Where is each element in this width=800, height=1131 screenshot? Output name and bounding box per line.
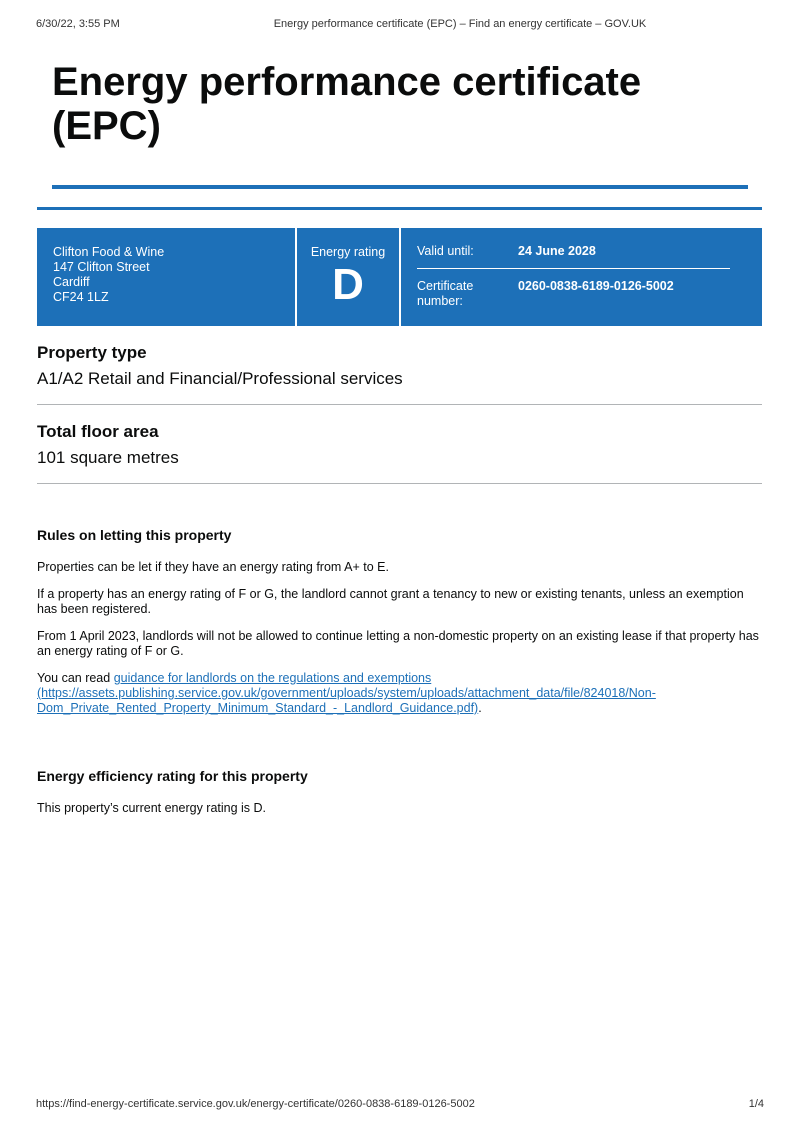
page-title: Energy performance certificate (EPC) (52, 60, 642, 148)
valid-until-row (417, 244, 730, 269)
address-line-city: Cardiff (53, 275, 90, 289)
certificate-number-label (417, 279, 518, 309)
floor-area-divider (37, 483, 762, 484)
property-type-value: A1/A2 Retail and Financial/Professional services (37, 369, 403, 388)
certificate-label-line1: Certificate (417, 279, 474, 293)
address-line-postcode: CF24 1LZ (53, 290, 109, 304)
certificate-number-value: 0260-0838-6189-0126-5002 (518, 279, 674, 293)
valid-until-value: 24 June 2028 (518, 244, 596, 258)
letting-rule-p1: Properties can be let if they have an energy rating from A+ to E. (37, 560, 389, 574)
certificate-number-row (417, 269, 730, 309)
address-line-street: 147 Clifton Street (53, 260, 150, 274)
guidance-prefix: You can read (37, 671, 114, 685)
print-datetime: 6/30/22, 3:55 PM (36, 18, 120, 30)
address-line-business: Clifton Food & Wine (53, 245, 165, 259)
property-type-divider (37, 404, 762, 405)
guidance-link-url-line1: (https://assets.publishing.service.gov.uk/government/uploads/system/uploads/attachment_data/file/824018/Non- (37, 686, 656, 700)
floor-area-value: 101 square metres (37, 448, 179, 467)
letting-rules-heading: Rules on letting this property (37, 527, 232, 543)
energy-rating-box (297, 228, 401, 326)
print-page-number: 1/4 (748, 1098, 764, 1110)
energy-rating-label: Energy rating (310, 245, 386, 259)
guidance-suffix: . (478, 701, 482, 715)
energy-rating-letter: D (332, 260, 364, 309)
section-divider (37, 207, 762, 210)
property-address (37, 228, 297, 326)
energy-efficiency-heading: Energy efficiency rating for this property (37, 768, 308, 784)
landlord-guidance-link[interactable] (37, 671, 656, 715)
certificate-label-line2: number: (417, 294, 463, 308)
property-type-heading: Property type (37, 343, 147, 362)
title-divider (52, 185, 748, 189)
letting-guidance-paragraph (37, 671, 762, 716)
certificate-meta (401, 228, 762, 326)
valid-until-label: Valid until: (417, 244, 474, 258)
letting-rule-p3: From 1 April 2023, landlords will not be allowed to continue letting a non-domestic property on an existing lease if that property has an energy rating of F or G. (37, 629, 759, 658)
guidance-link-url-line2: Dom_Private_Rented_Property_Minimum_Standard_-_Landlord_Guidance.pdf) (37, 701, 479, 715)
epc-summary-banner (37, 228, 762, 326)
floor-area-heading: Total floor area (37, 422, 159, 441)
guidance-link-text: guidance for landlords on the regulations and exemptions (113, 671, 432, 685)
letting-rule-p2: If a property has an energy rating of F or G, the landlord cannot grant a tenancy to new or existing tenants, unless an exemption has been registered. (37, 587, 744, 616)
property-type-section (37, 342, 762, 405)
letting-rules-section (37, 526, 762, 728)
energy-efficiency-text: This property’s current energy rating is D. (37, 801, 267, 815)
print-url: https://find-energy-certificate.service.gov.uk/energy-certificate/0260-0838-6189-0126-5002 (36, 1098, 475, 1110)
print-page-title: Energy performance certificate (EPC) – Find an energy certificate – GOV.UK (273, 18, 647, 30)
floor-area-section (37, 421, 762, 484)
energy-efficiency-section (37, 767, 762, 816)
